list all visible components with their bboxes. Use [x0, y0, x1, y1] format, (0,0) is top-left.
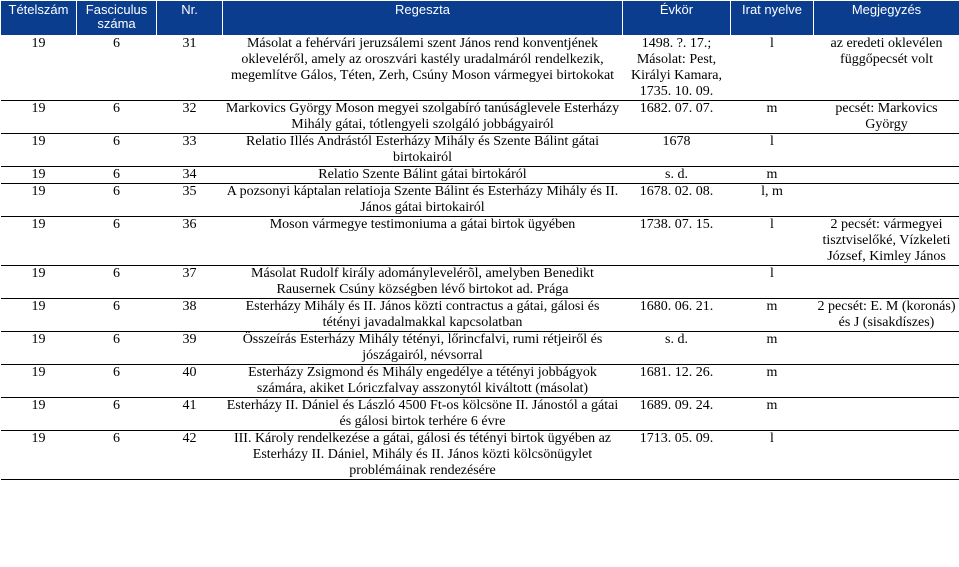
header-tetelszam: Tételszám — [1, 1, 77, 36]
cell-tetelszam: 19 — [1, 332, 77, 365]
cell-tetelszam: 19 — [1, 398, 77, 431]
cell-regeszta: Másolat Rudolf király adománylevelérõl, amelyben Benedikt Rausernek Csúny községben lévő birtokot ad. Prága — [223, 266, 623, 299]
cell-fasciculus: 6 — [77, 365, 157, 398]
cell-nr: 40 — [157, 365, 223, 398]
cell-evkor: 1680. 06. 21. — [623, 299, 731, 332]
cell-megjegyzes — [814, 431, 959, 480]
cell-nr: 31 — [157, 36, 223, 101]
cell-evkor: s. d. — [623, 332, 731, 365]
table-row — [1, 134, 959, 167]
cell-evkor: 1678. 02. 08. — [623, 184, 731, 217]
cell-megjegyzes — [814, 167, 959, 184]
cell-irat-nyelve: l — [731, 36, 814, 101]
cell-tetelszam: 19 — [1, 184, 77, 217]
cell-megjegyzes — [814, 365, 959, 398]
cell-evkor: 1713. 05. 09. — [623, 431, 731, 480]
cell-evkor — [623, 266, 731, 299]
table-row — [1, 299, 959, 332]
cell-megjegyzes: 2 pecsét: E. M (koronás) és J (sisakdíszes) — [814, 299, 959, 332]
table-row — [1, 101, 959, 134]
header-row — [1, 1, 959, 36]
cell-regeszta: A pozsonyi káptalan relatioja Szente Bálint és Esterházy Mihály és II. János gátai birtokairól — [223, 184, 623, 217]
cell-megjegyzes — [814, 332, 959, 365]
cell-irat-nyelve: l — [731, 217, 814, 266]
cell-fasciculus: 6 — [77, 398, 157, 431]
cell-tetelszam: 19 — [1, 299, 77, 332]
cell-nr: 37 — [157, 266, 223, 299]
cell-irat-nyelve: m — [731, 365, 814, 398]
cell-nr: 38 — [157, 299, 223, 332]
table-row — [1, 398, 959, 431]
table-row — [1, 36, 959, 101]
cell-irat-nyelve: l — [731, 431, 814, 480]
cell-tetelszam: 19 — [1, 101, 77, 134]
cell-megjegyzes: pecsét: Markovics György — [814, 101, 959, 134]
table-row — [1, 431, 959, 480]
header-irat-nyelve: Irat nyelve — [731, 1, 814, 36]
cell-tetelszam: 19 — [1, 217, 77, 266]
cell-regeszta: Másolat a fehérvári jeruzsálemi szent János rend konventjének okleveléről, amely az oroszvári kastély uradalmáról rendelkezik, megemlítve Gálos, Téten, Zerh, Csúny Moson vármegyei birtokokat — [223, 36, 623, 101]
cell-nr: 32 — [157, 101, 223, 134]
cell-regeszta: Relatio Szente Bálint gátai birtokáról — [223, 167, 623, 184]
cell-fasciculus: 6 — [77, 167, 157, 184]
cell-megjegyzes: az eredeti oklevélen függőpecsét volt — [814, 36, 959, 101]
table-row — [1, 332, 959, 365]
cell-nr: 41 — [157, 398, 223, 431]
cell-evkor: 1498. ?. 17.; Másolat: Pest, Királyi Kamara, 1735. 10. 09. — [623, 36, 731, 101]
cell-regeszta: Moson vármegye testimoniuma a gátai birtok ügyében — [223, 217, 623, 266]
cell-regeszta: Esterházy II. Dániel és László 4500 Ft-os kölcsöne II. Jánostól a gátai és gálosi birtok terhére 6 évre — [223, 398, 623, 431]
cell-evkor: 1678 — [623, 134, 731, 167]
table-row — [1, 184, 959, 217]
table-row — [1, 167, 959, 184]
cell-irat-nyelve: m — [731, 398, 814, 431]
cell-regeszta: Relatio Illés Andrástól Esterházy Mihály és Szente Bálint gátai birtokairól — [223, 134, 623, 167]
cell-evkor: 1681. 12. 26. — [623, 365, 731, 398]
cell-irat-nyelve: m — [731, 167, 814, 184]
cell-evkor: 1738. 07. 15. — [623, 217, 731, 266]
cell-fasciculus: 6 — [77, 36, 157, 101]
cell-irat-nyelve: l — [731, 134, 814, 167]
cell-nr: 33 — [157, 134, 223, 167]
cell-megjegyzes — [814, 398, 959, 431]
cell-fasciculus: 6 — [77, 332, 157, 365]
table-row — [1, 217, 959, 266]
header-fasciculus: Fasciculus száma — [77, 1, 157, 36]
cell-nr: 34 — [157, 167, 223, 184]
cell-tetelszam: 19 — [1, 431, 77, 480]
cell-tetelszam: 19 — [1, 167, 77, 184]
table-row — [1, 266, 959, 299]
table-row — [1, 365, 959, 398]
cell-fasciculus: 6 — [77, 431, 157, 480]
cell-tetelszam: 19 — [1, 266, 77, 299]
cell-nr: 39 — [157, 332, 223, 365]
cell-regeszta: Markovics György Moson megyei szolgabíró tanúságlevele Esterházy Mihály gátai, tótlengyeli szolgáló jobbágyairól — [223, 101, 623, 134]
cell-regeszta: Esterházy Mihály és II. János közti contractus a gátai, gálosi és tétényi javadalmakkal kapcsolatban — [223, 299, 623, 332]
cell-irat-nyelve: l — [731, 266, 814, 299]
cell-fasciculus: 6 — [77, 217, 157, 266]
cell-tetelszam: 19 — [1, 36, 77, 101]
cell-megjegyzes: 2 pecsét: vármegyei tisztviselőké, Vízkeleti József, Kimley János — [814, 217, 959, 266]
cell-nr: 35 — [157, 184, 223, 217]
cell-regeszta: Összeírás Esterházy Mihály tétényi, lőrincfalvi, rumi rétjeiről és jószágairól, névsorral — [223, 332, 623, 365]
cell-evkor: s. d. — [623, 167, 731, 184]
cell-fasciculus: 6 — [77, 266, 157, 299]
cell-megjegyzes — [814, 134, 959, 167]
cell-irat-nyelve: l, m — [731, 184, 814, 217]
cell-fasciculus: 6 — [77, 134, 157, 167]
header-regeszta: Regeszta — [223, 1, 623, 36]
cell-nr: 36 — [157, 217, 223, 266]
cell-nr: 42 — [157, 431, 223, 480]
cell-megjegyzes — [814, 184, 959, 217]
cell-irat-nyelve: m — [731, 332, 814, 365]
cell-evkor: 1682. 07. 07. — [623, 101, 731, 134]
cell-irat-nyelve: m — [731, 101, 814, 134]
cell-fasciculus: 6 — [77, 101, 157, 134]
cell-evkor: 1689. 09. 24. — [623, 398, 731, 431]
cell-irat-nyelve: m — [731, 299, 814, 332]
cell-fasciculus: 6 — [77, 299, 157, 332]
header-megjegyzes: Megjegyzés — [814, 1, 959, 36]
cell-tetelszam: 19 — [1, 365, 77, 398]
cell-regeszta: III. Károly rendelkezése a gátai, gálosi és tétényi birtok ügyében az Esterházy II. Dániel, Mihály és II. János közti kölcsönügylet problémáinak rendezésére — [223, 431, 623, 480]
cell-megjegyzes — [814, 266, 959, 299]
header-nr: Nr. — [157, 1, 223, 36]
header-evkor: Évkör — [623, 1, 731, 36]
cell-fasciculus: 6 — [77, 184, 157, 217]
cell-tetelszam: 19 — [1, 134, 77, 167]
cell-regeszta: Esterházy Zsigmond és Mihály engedélye a tétényi jobbágyok számára, akiket Lóriczfalvay asszonytól kiváltott (másolat) — [223, 365, 623, 398]
